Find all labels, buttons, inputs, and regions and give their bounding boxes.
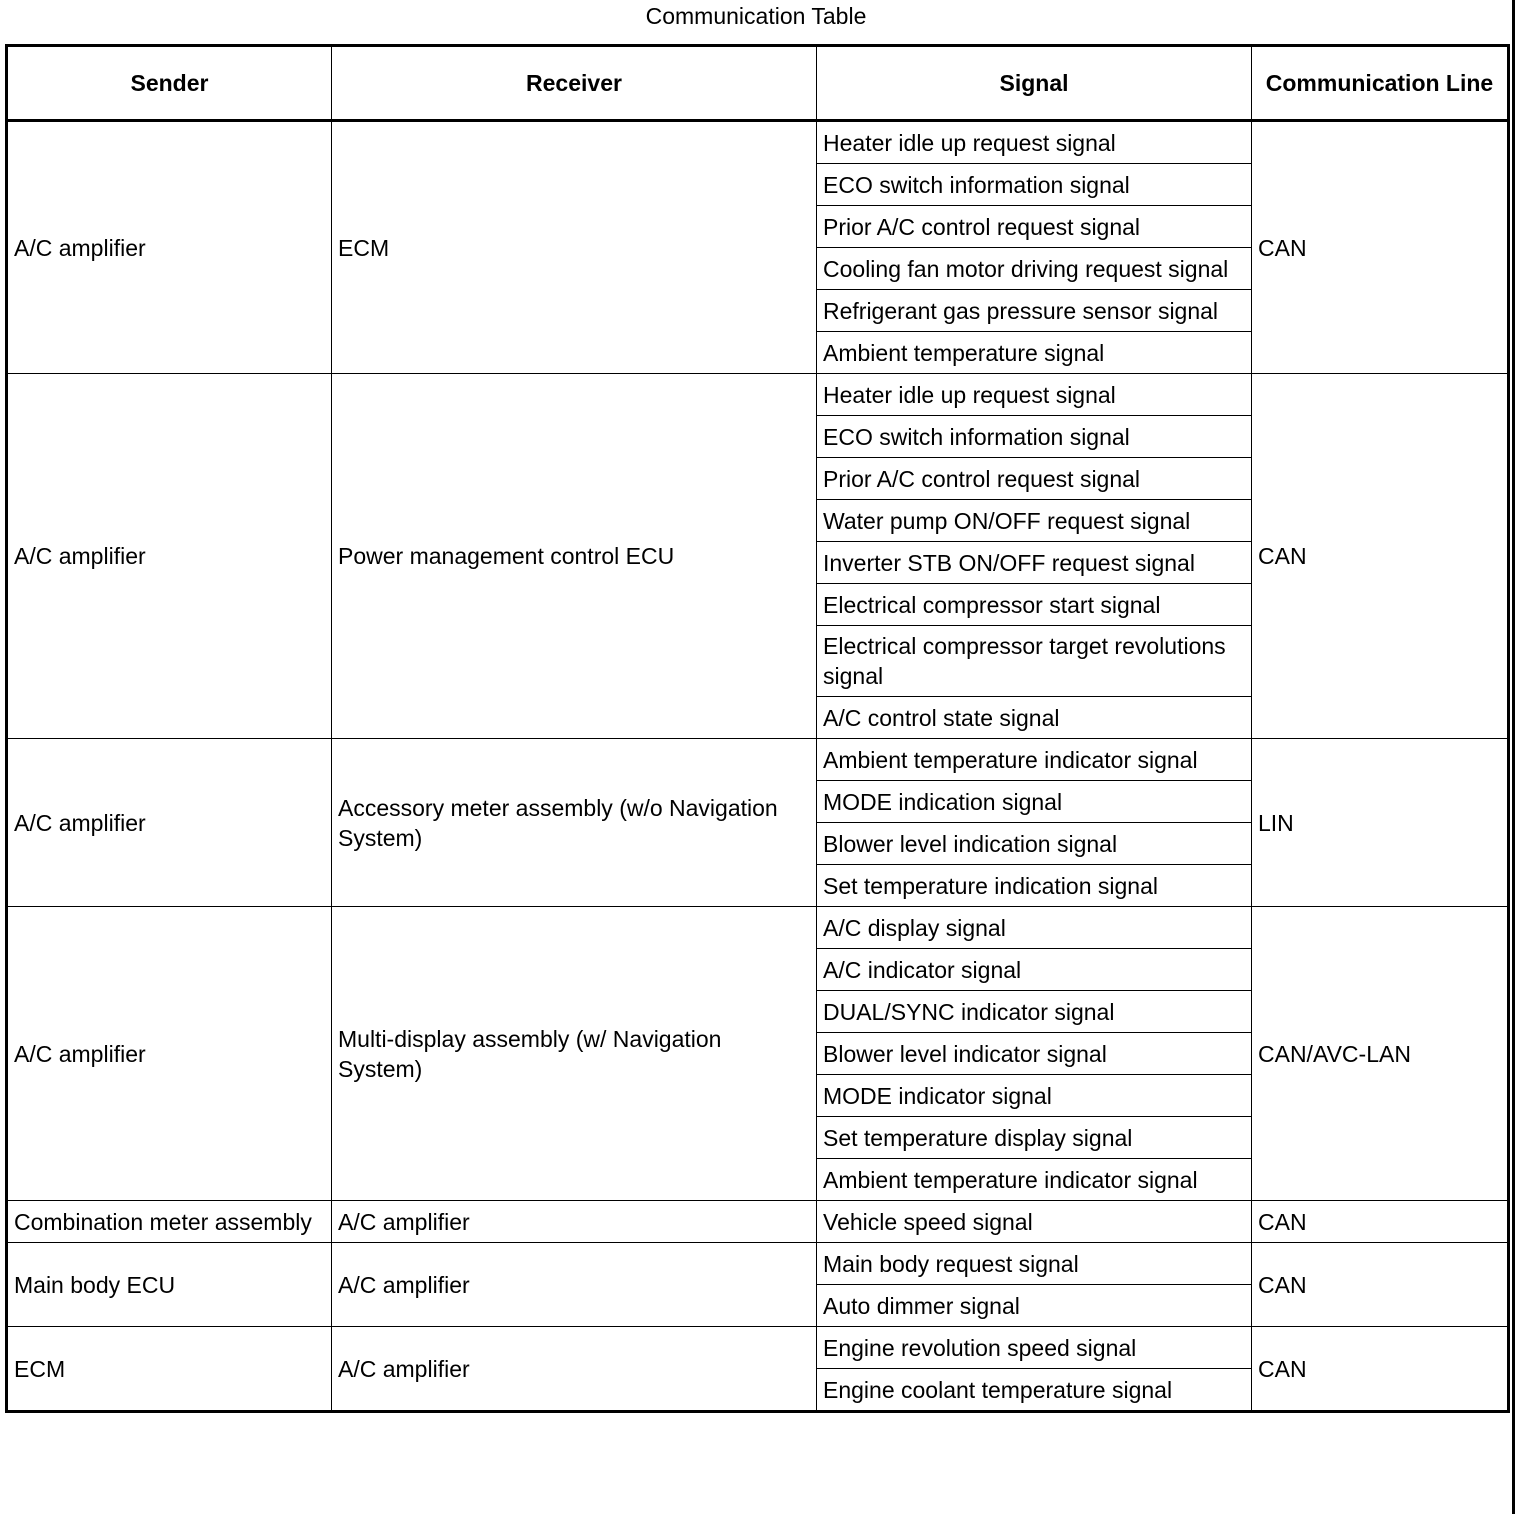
signal-cell: Refrigerant gas pressure sensor signal <box>817 290 1252 332</box>
header-row <box>7 46 1509 121</box>
table-row <box>7 374 1509 416</box>
signal-cell: Set temperature display signal <box>817 1117 1252 1159</box>
signal-cell: A/C display signal <box>817 907 1252 949</box>
communication-line-cell: CAN <box>1252 374 1509 739</box>
communication-line-cell: CAN <box>1252 1201 1509 1243</box>
sender-cell: Combination meter assembly <box>7 1201 332 1243</box>
signal-cell: DUAL/SYNC indicator signal <box>817 991 1252 1033</box>
page-title: Communication Table <box>645 3 867 29</box>
signal-cell: A/C indicator signal <box>817 949 1252 991</box>
receiver-cell: A/C amplifier <box>332 1201 817 1243</box>
signal-cell: Prior A/C control request signal <box>817 206 1252 248</box>
communication-line-cell: CAN/AVC-LAN <box>1252 907 1509 1201</box>
signal-cell: Blower level indicator signal <box>817 1033 1252 1075</box>
sender-cell: A/C amplifier <box>7 374 332 739</box>
sender-cell: A/C amplifier <box>7 121 332 374</box>
header-communication-line: Communication Line <box>1252 46 1509 121</box>
sender-cell: ECM <box>7 1327 332 1412</box>
communication-line-cell: LIN <box>1252 739 1509 907</box>
signal-cell: Ambient temperature indicator signal <box>817 1159 1252 1201</box>
signal-cell: Engine coolant temperature signal <box>817 1369 1252 1412</box>
table-row <box>7 739 1509 781</box>
signal-cell: MODE indicator signal <box>817 1075 1252 1117</box>
receiver-cell: Accessory meter assembly (w/o Navigation System) <box>332 739 817 907</box>
signal-cell: Inverter STB ON/OFF request signal <box>817 542 1252 584</box>
signal-cell: Ambient temperature signal <box>817 332 1252 374</box>
receiver-cell: ECM <box>332 121 817 374</box>
communication-line-cell: CAN <box>1252 1327 1509 1412</box>
communication-line-cell: CAN <box>1252 121 1509 374</box>
signal-cell: A/C control state signal <box>817 697 1252 739</box>
receiver-cell: A/C amplifier <box>332 1243 817 1327</box>
table-row <box>7 1201 1509 1243</box>
sender-cell: A/C amplifier <box>7 907 332 1201</box>
signal-cell: Prior A/C control request signal <box>817 458 1252 500</box>
signal-cell: Heater idle up request signal <box>817 121 1252 164</box>
signal-cell: Auto dimmer signal <box>817 1285 1252 1327</box>
sender-cell: Main body ECU <box>7 1243 332 1327</box>
signal-cell: Main body request signal <box>817 1243 1252 1285</box>
header-receiver: Receiver <box>332 46 817 121</box>
signal-cell: Blower level indication signal <box>817 823 1252 865</box>
signal-cell: Vehicle speed signal <box>817 1201 1252 1243</box>
page-edge-rule <box>1512 0 1515 1514</box>
signal-cell: MODE indication signal <box>817 781 1252 823</box>
signal-cell: Set temperature indication signal <box>817 865 1252 907</box>
signal-cell: Ambient temperature indicator signal <box>817 739 1252 781</box>
table-row <box>7 1327 1509 1369</box>
communication-line-cell: CAN <box>1252 1243 1509 1327</box>
header-signal: Signal <box>817 46 1252 121</box>
communication-table <box>5 44 1510 1413</box>
signal-cell: Cooling fan motor driving request signal <box>817 248 1252 290</box>
signal-cell: ECO switch information signal <box>817 416 1252 458</box>
signal-cell: Electrical compressor start signal <box>817 584 1252 626</box>
table-row <box>7 1243 1509 1285</box>
receiver-cell: A/C amplifier <box>332 1327 817 1412</box>
sender-cell: A/C amplifier <box>7 739 332 907</box>
table-row <box>7 121 1509 164</box>
receiver-cell: Power management control ECU <box>332 374 817 739</box>
signal-cell: Electrical compressor target revolutions signal <box>817 626 1252 697</box>
signal-cell: ECO switch information signal <box>817 164 1252 206</box>
table-body <box>7 121 1509 1412</box>
header-sender: Sender <box>7 46 332 121</box>
receiver-cell: Multi-display assembly (w/ Navigation System) <box>332 907 817 1201</box>
table-row <box>7 907 1509 949</box>
signal-cell: Engine revolution speed signal <box>817 1327 1252 1369</box>
signal-cell: Heater idle up request signal <box>817 374 1252 416</box>
signal-cell: Water pump ON/OFF request signal <box>817 500 1252 542</box>
